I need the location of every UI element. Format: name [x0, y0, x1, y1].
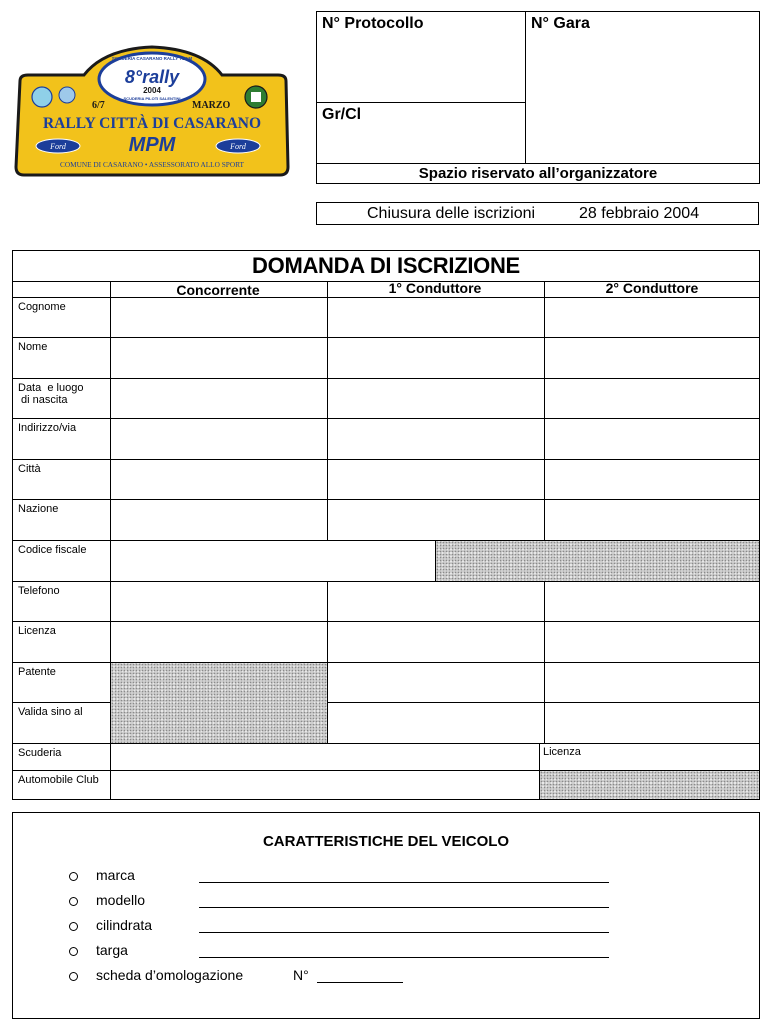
protocollo-label: N° Protocollo	[322, 15, 424, 32]
bullet-icon	[69, 922, 78, 931]
column-header-1-conduttore: 1° Conduttore	[388, 280, 482, 296]
citta-concorrente-cell[interactable]	[111, 460, 327, 499]
vehicle-row-cilindrata	[13, 917, 713, 940]
rally-logo	[12, 45, 294, 177]
bullet-icon	[69, 897, 78, 906]
row-label-telefono: Telefono	[18, 585, 60, 597]
nome-concorrente-cell[interactable]	[111, 338, 327, 378]
right-emblem-icon	[245, 86, 267, 108]
vehicle-section	[12, 812, 760, 1019]
citta-conduttore-1-cell[interactable]	[328, 460, 544, 499]
form-title: DOMANDA DI ISCRIZIONE	[252, 253, 520, 278]
reserved-label: Spazio riservato all’organizzatore	[418, 165, 658, 182]
valida-conduttore-2-cell[interactable]	[545, 703, 759, 743]
nazione-conduttore-1-cell[interactable]	[328, 500, 544, 540]
column-header-concorrente: Concorrente	[176, 282, 260, 298]
vehicle-row-marca	[13, 867, 713, 890]
automobile-club-licenza-shaded	[540, 771, 759, 799]
modello-input-line[interactable]	[199, 907, 609, 908]
row-label-citta: Città	[18, 463, 41, 475]
logo-month: MARZO	[192, 100, 231, 111]
vehicle-row-targa	[13, 942, 713, 965]
cilindrata-input-line[interactable]	[199, 932, 609, 933]
telefono-conduttore-2-cell[interactable]	[545, 582, 759, 621]
vehicle-label: modello	[96, 892, 146, 908]
vehicle-row-omologazione	[13, 967, 713, 990]
logo-badge-year: 2004	[143, 86, 161, 95]
row-label-nascita: Data e luogo di nascita	[18, 382, 84, 406]
nascita-conduttore-2-cell[interactable]	[545, 379, 759, 418]
logo-dates: 6/7	[92, 100, 105, 111]
nome-conduttore-1-cell[interactable]	[328, 338, 544, 378]
nazione-concorrente-cell[interactable]	[111, 500, 327, 540]
nascita-conduttore-1-cell[interactable]	[328, 379, 544, 418]
column-header-2-conduttore: 2° Conduttore	[605, 280, 699, 296]
licenza-conduttore-1-cell[interactable]	[328, 622, 544, 662]
application-form	[12, 250, 760, 800]
vehicle-label: targa	[96, 942, 128, 958]
scuderia-cell[interactable]	[111, 744, 539, 770]
nazione-conduttore-2-cell[interactable]	[545, 500, 759, 540]
logo-badge-sub: SCUDERIA PILOTI SALENTINI	[123, 96, 181, 101]
codice-fiscale-cell[interactable]	[111, 541, 435, 581]
automobile-club-cell[interactable]	[111, 771, 539, 799]
row-label-automobile-club: Automobile Club	[18, 774, 99, 786]
nome-conduttore-2-cell[interactable]	[545, 338, 759, 378]
vehicle-title: CARATTERISTICHE DEL VEICOLO	[262, 833, 510, 850]
row-label-scuderia: Scuderia	[18, 747, 62, 759]
indirizzo-concorrente-cell[interactable]	[111, 419, 327, 459]
vehicle-row-modello	[13, 892, 713, 915]
licenza-conduttore-2-cell[interactable]	[545, 622, 759, 662]
row-label-indirizzo: Indirizzo/via	[18, 422, 77, 434]
vehicle-label: marca	[96, 867, 135, 883]
patente-conduttore-1-cell[interactable]	[328, 663, 544, 702]
indirizzo-conduttore-2-cell[interactable]	[545, 419, 759, 459]
logo-badge-title: 8°rally	[124, 67, 180, 87]
bullet-icon	[69, 947, 78, 956]
logo-ring-text: SCUDERIA CASARANO RALLY TEAM	[111, 56, 193, 61]
gara-label: N° Gara	[531, 15, 590, 32]
svg-text:Ford: Ford	[230, 142, 246, 151]
closing-box	[316, 202, 759, 225]
indirizzo-conduttore-1-cell[interactable]	[328, 419, 544, 459]
vehicle-label: scheda d’omologazione	[96, 967, 244, 983]
cognome-conduttore-1-cell[interactable]	[328, 298, 544, 337]
closing-date: 28 febbraio 2004	[579, 205, 700, 222]
patente-concorrente-shaded	[111, 663, 327, 743]
svg-text:Ford: Ford	[50, 142, 66, 151]
cognome-conduttore-2-cell[interactable]	[545, 298, 759, 337]
scuderia-licenza-label: Licenza	[543, 746, 581, 758]
valida-conduttore-1-cell[interactable]	[328, 703, 544, 743]
codice-fiscale-shaded	[436, 541, 759, 581]
logo-name: RALLY CITTÀ DI CASARANO	[42, 115, 262, 132]
grcl-label: Gr/Cl	[322, 106, 362, 123]
citta-conduttore-2-cell[interactable]	[545, 460, 759, 499]
closing-label: Chiusura delle iscrizioni	[367, 205, 536, 222]
bullet-icon	[69, 972, 78, 981]
gara-field[interactable]	[525, 12, 760, 163]
logo-footer: COMUNE DI CASARANO • ASSESSORATO ALLO SPORT	[59, 160, 245, 169]
patente-conduttore-2-cell[interactable]	[545, 663, 759, 702]
vehicle-label: cilindrata	[96, 917, 153, 933]
nascita-concorrente-cell[interactable]	[111, 379, 327, 418]
protocollo-field[interactable]	[317, 12, 526, 103]
targa-input-line[interactable]	[199, 957, 609, 958]
grcl-field[interactable]	[317, 103, 526, 163]
bullet-icon	[69, 872, 78, 881]
marca-input-line[interactable]	[199, 882, 609, 883]
row-label-nazione: Nazione	[18, 503, 59, 515]
organizer-box	[316, 11, 760, 184]
row-label-patente: Patente	[18, 666, 56, 678]
logo-sponsor: MPM	[128, 134, 176, 156]
omologazione-number-line[interactable]	[317, 982, 403, 983]
cognome-concorrente-cell[interactable]	[111, 298, 327, 337]
licenza-concorrente-cell[interactable]	[111, 622, 327, 662]
omologazione-number-label: N°	[293, 967, 309, 983]
row-label-cognome: Cognome	[18, 301, 66, 313]
telefono-conduttore-1-cell[interactable]	[328, 582, 544, 621]
row-label-valida: Valida sino al	[18, 706, 83, 718]
row-label-licenza: Licenza	[18, 625, 56, 637]
telefono-concorrente-cell[interactable]	[111, 582, 327, 621]
row-label-nome: Nome	[18, 341, 48, 353]
row-label-codice-fiscale: Codice fiscale	[18, 544, 87, 556]
